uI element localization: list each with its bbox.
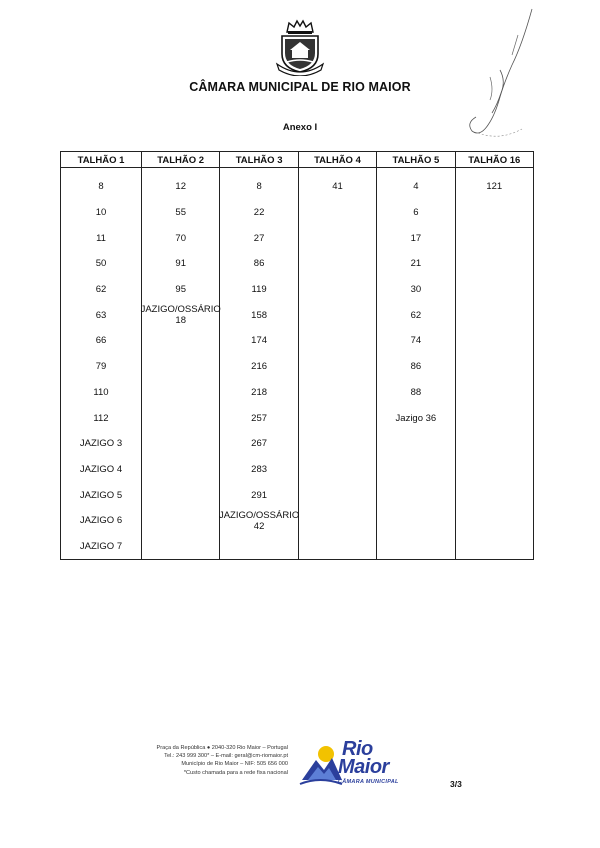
table-cell: 55 <box>175 207 186 219</box>
table-cell: 86 <box>410 361 422 373</box>
table-cell: 8 <box>98 181 104 193</box>
table-cell: 79 <box>95 361 107 373</box>
table-cell: 88 <box>410 386 422 398</box>
talhao-4-column <box>298 168 376 560</box>
annex-table <box>60 151 534 560</box>
footer-line: Município de Rio Maior – NIF: 505 656 000 <box>181 761 288 768</box>
table-cell: 17 <box>410 232 422 244</box>
footer-line: Tel.: 243 999 300* – E-mail: geral@cm-riomaior.pt <box>164 753 288 760</box>
table-cell: 30 <box>410 284 422 296</box>
talhao-1-column <box>61 168 142 560</box>
table-cell: 11 <box>96 232 106 244</box>
table-cell: 112 <box>93 412 109 424</box>
table-cell: 62 <box>95 284 107 296</box>
table-cell: 218 <box>251 386 268 398</box>
table-cell: 121 <box>486 181 503 193</box>
talhao-2-column <box>142 168 220 560</box>
table-cell: 91 <box>175 258 186 270</box>
table-cell: 110 <box>93 386 109 398</box>
table-body-row <box>61 168 534 560</box>
column-header: TALHÃO 16 <box>455 152 533 168</box>
table-cell: 4 <box>413 181 419 193</box>
table-cell: 283 <box>251 463 268 475</box>
talhao-3-column <box>220 168 298 560</box>
table-header-row <box>61 152 534 168</box>
table-cell: JAZIGO 3 <box>79 438 123 450</box>
table-cell: 8 <box>256 181 262 193</box>
footer-address <box>120 744 288 777</box>
table-cell: 291 <box>251 489 268 501</box>
table-cell: JAZIGO 7 <box>79 540 123 552</box>
logo-wordmark-maior: Maior <box>338 756 389 778</box>
table-cell: JAZIGO/OSSÁRIO 18 <box>140 304 221 327</box>
footer-line: Praça da República ● 2040-320 Rio Maior – Portugal <box>156 745 288 751</box>
column-header: TALHÃO 4 <box>298 152 376 168</box>
logo-wordmark-rio: Rio <box>342 738 373 760</box>
table-cell: 12 <box>175 181 186 193</box>
table-cell: 257 <box>251 412 268 424</box>
table-cell: 70 <box>175 232 186 244</box>
logo-subtitle: CÂMARA MUNICIPAL <box>338 779 399 785</box>
talhao-5-column <box>377 168 455 560</box>
table-cell: 63 <box>95 309 107 321</box>
column-header: TALHÃO 2 <box>142 152 220 168</box>
table-cell: 27 <box>253 232 265 244</box>
table-cell: JAZIGO 5 <box>79 489 123 501</box>
table-cell: 22 <box>253 207 265 219</box>
table-cell: 119 <box>251 284 267 296</box>
table-cell: 216 <box>251 361 268 373</box>
table-cell: Jazigo 36 <box>395 412 437 424</box>
table-cell: 267 <box>251 438 268 450</box>
column-header: TALHÃO 1 <box>61 152 142 168</box>
table-cell: 95 <box>175 284 186 296</box>
coat-of-arms-icon <box>273 18 327 76</box>
table-cell: 10 <box>95 207 107 219</box>
table-cell: 50 <box>95 258 107 270</box>
table-cell: JAZIGO 6 <box>79 515 123 527</box>
table-cell: 86 <box>253 258 265 270</box>
table-cell: 158 <box>251 309 268 321</box>
table-cell: 62 <box>410 309 422 321</box>
column-header: TALHÃO 3 <box>220 152 298 168</box>
page-number: 3/3 <box>450 779 462 789</box>
table-cell: 74 <box>410 335 422 347</box>
table-cell: 66 <box>95 335 107 347</box>
table-cell: 174 <box>251 335 268 347</box>
table-cell: JAZIGO 4 <box>79 463 123 475</box>
footer-line: *Custo chamada para a rede fixa nacional <box>183 769 288 776</box>
column-header: TALHÃO 5 <box>377 152 455 168</box>
table-cell: 6 <box>413 207 419 219</box>
table-cell: 41 <box>332 181 343 193</box>
page-title: CÂMARA MUNICIPAL DE RIO MAIOR <box>189 80 411 94</box>
talhao-16-column <box>455 168 533 560</box>
table-cell: JAZIGO/OSSÁRIO 42 <box>218 509 300 532</box>
annex-title: Anexo I <box>282 122 318 133</box>
table-cell: 21 <box>410 258 422 270</box>
